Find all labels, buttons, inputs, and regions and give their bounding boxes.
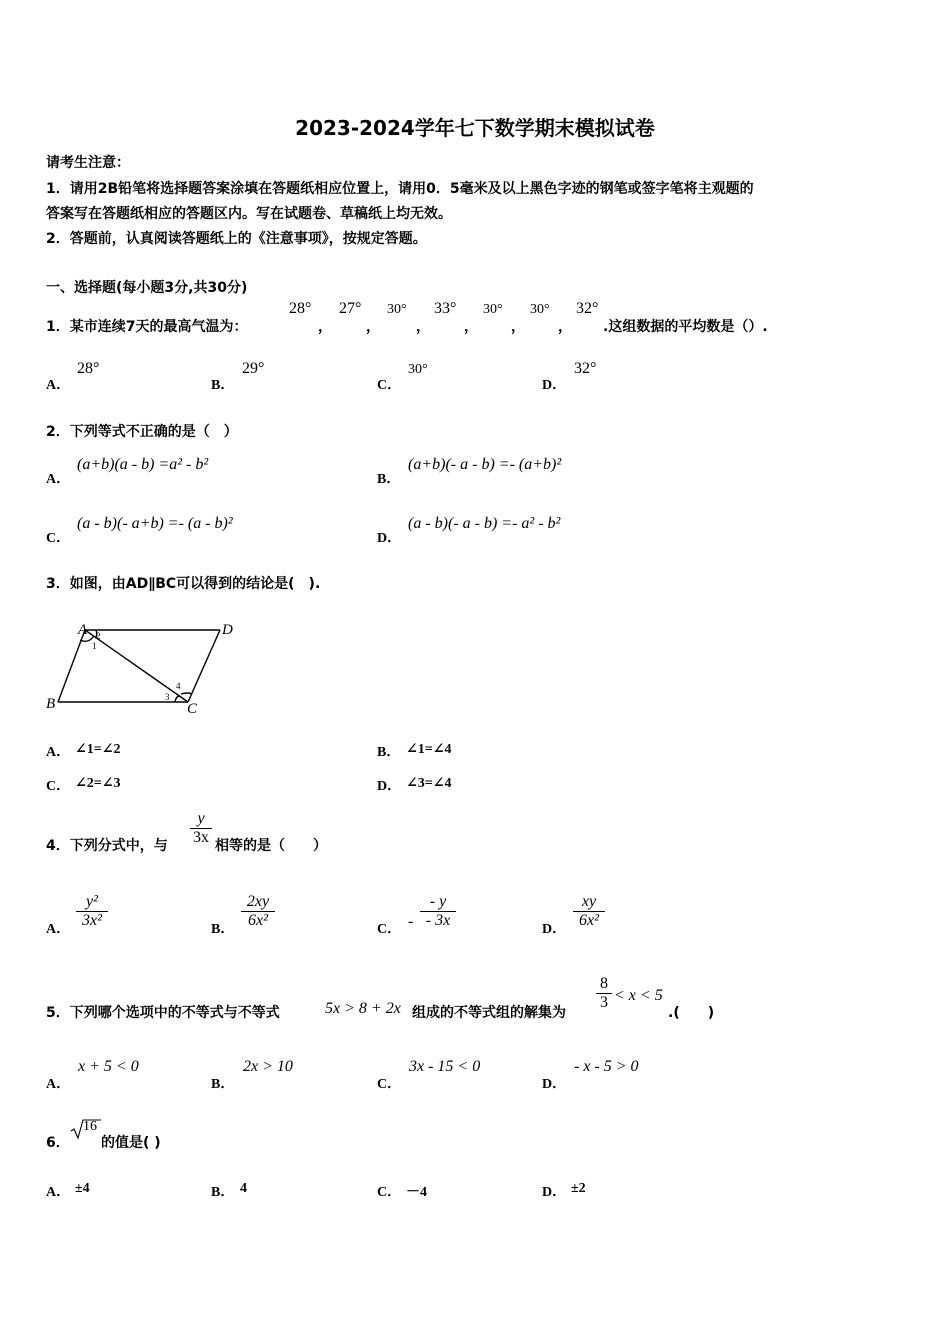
- angle-arc-4: [181, 693, 192, 694]
- figure-label-d: D: [222, 622, 233, 638]
- q5-opt-a-value: x + 5 < 0: [78, 1058, 139, 1075]
- q5-stem-mid: 组成的不等式组的解集为: [412, 1005, 566, 1021]
- q1-opt-c-value: 30°: [408, 362, 428, 377]
- q5-opt-d-value: - x - 5 > 0: [574, 1058, 639, 1075]
- q6-opt-c-label: C．: [377, 1185, 402, 1200]
- fraction-denominator: 3x: [193, 829, 209, 846]
- fraction-denominator: - 3x: [425, 912, 451, 929]
- section-heading: 一、选择题(每小题3分,共30分): [46, 280, 248, 296]
- q5-opt-b-label: B．: [211, 1077, 235, 1092]
- q1-opt-d-value: 32°: [574, 360, 597, 377]
- q2-opt-a-value: (a+b)(a - b) =a² - b²: [77, 456, 209, 473]
- q5-opt-b-value: 2x > 10: [243, 1058, 293, 1075]
- q4-stem-pre: 4．下列分式中，与: [46, 838, 168, 854]
- fraction-denominator: 3: [600, 994, 608, 1011]
- figure-label-c: C: [187, 701, 198, 717]
- q2-opt-b-value: (a+b)(- a - b) =- (a+b)²: [408, 456, 562, 473]
- q1-tail: .这组数据的平均数是（）.: [603, 319, 768, 335]
- q1-comma: ，: [416, 319, 430, 335]
- q2-opt-d-label: D．: [377, 531, 402, 546]
- q1-comma: ，: [366, 319, 380, 335]
- q5-stem-pre: 5．下列哪个选项中的不等式与不等式: [46, 1005, 280, 1021]
- fraction-denominator: 6x²: [248, 912, 268, 929]
- q2-opt-a-label: A．: [46, 472, 71, 487]
- q3-opt-a-value: ∠1=∠2: [75, 742, 121, 757]
- figure-label-b: B: [46, 696, 56, 712]
- q1-opt-b-label: B．: [211, 378, 235, 393]
- q1-opt-a-label: A．: [46, 378, 71, 393]
- figure-label-a: A: [78, 622, 88, 638]
- q1-comma: ，: [558, 319, 572, 335]
- q1-temp: 30°: [387, 302, 407, 317]
- q4-stem-post: 相等的是（ ）: [215, 838, 327, 854]
- q1-stem: 1．某市连续7天的最高气温为：: [46, 319, 248, 335]
- notice-heading: 请考生注意：: [46, 155, 130, 171]
- q3-opt-d-value: ∠3=∠4: [406, 776, 452, 791]
- q6-opt-b-value: 4: [240, 1181, 247, 1196]
- q4-opt-b-label: B．: [211, 922, 235, 937]
- angle-arc-3: [175, 696, 180, 702]
- q6-opt-a-value: ±4: [75, 1181, 90, 1196]
- q2-opt-d-value: (a - b)(- a - b) =- a² - b²: [408, 515, 561, 532]
- q5-stem-post: .( ): [668, 1005, 715, 1021]
- q5-opt-a-label: A．: [46, 1077, 71, 1092]
- q3-stem: 3．如图，由AD∥BC可以得到的结论是( ).: [46, 576, 321, 592]
- fraction-numerator: xy: [581, 893, 597, 910]
- q6-opt-d-value: ±2: [571, 1181, 586, 1196]
- notice-line-2: 答案写在答题纸相应的答题区内。写在试题卷、草稿纸上均无效。: [46, 206, 452, 222]
- figure-angle-4: 4: [176, 681, 181, 691]
- q2-opt-b-label: B．: [377, 472, 401, 487]
- q6-opt-c-value: －4: [406, 1185, 427, 1200]
- fraction-numerator: - y: [429, 893, 447, 910]
- q6-number: 6．: [46, 1135, 70, 1151]
- fraction-numerator: 2xy: [246, 893, 270, 910]
- fraction-numerator: 8: [600, 975, 608, 992]
- q4-opt-d-fraction: [573, 893, 605, 930]
- q1-opt-c-label: C．: [377, 378, 402, 393]
- q4-opt-c-label: C．: [377, 922, 402, 937]
- q2-stem: 2．下列等式不正确的是（ ）: [46, 424, 238, 440]
- q1-opt-a-value: 28°: [77, 360, 100, 377]
- q5-opt-c-label: C．: [377, 1077, 402, 1092]
- q4-opt-c-fraction: [420, 893, 456, 930]
- q5-inequality: 5x > 8 + 2x: [325, 1000, 401, 1017]
- q2-opt-c-value: (a - b)(- a+b) =- (a - b)²: [77, 515, 233, 532]
- q6-radicand: 16: [83, 1119, 97, 1134]
- q1-opt-b-value: 29°: [242, 360, 265, 377]
- q5-opt-c-value: 3x - 15 < 0: [409, 1058, 481, 1075]
- figure-angle-1: 1: [92, 641, 97, 651]
- q4-opt-c-sign: -: [408, 913, 414, 930]
- q3-opt-a-label: A．: [46, 745, 71, 760]
- q4-opt-b-fraction: [241, 893, 275, 930]
- q1-temp: 33°: [434, 300, 457, 317]
- figure-angle-2: 2: [96, 631, 101, 641]
- q1-temp: 30°: [530, 302, 550, 317]
- q5-solution-fraction: [596, 975, 612, 1012]
- q1-temp: 32°: [576, 300, 599, 317]
- q6-opt-a-label: A．: [46, 1185, 71, 1200]
- q5-opt-d-label: D．: [542, 1077, 567, 1092]
- q3-opt-c-value: ∠2=∠3: [75, 776, 121, 791]
- q5-solution-range: < x < 5: [614, 987, 663, 1004]
- q1-temp: 27°: [339, 300, 362, 317]
- page-title: 2023-2024学年七下数学期末模拟试卷: [295, 116, 655, 140]
- fraction-denominator: 6x²: [579, 912, 599, 929]
- q4-stem-fraction: [190, 810, 212, 847]
- q4-opt-d-label: D．: [542, 922, 567, 937]
- figure-angle-3: 3: [165, 692, 170, 702]
- fraction-denominator: 3x²: [82, 912, 102, 929]
- q1-temp: 28°: [289, 300, 312, 317]
- notice-line-1: 1．请用2B铅笔将选择题答案涂填在答题纸相应位置上，请用0．5毫米及以上黑色字迹的钢笔或签字笔将主观题的: [46, 181, 754, 197]
- q1-opt-d-label: D．: [542, 378, 567, 393]
- q4-opt-a-fraction: [76, 893, 108, 930]
- q1-temp: 30°: [483, 302, 503, 317]
- fraction-numerator: y: [197, 810, 205, 827]
- q4-opt-a-label: A．: [46, 922, 71, 937]
- q3-opt-b-label: B．: [377, 745, 401, 760]
- parallelogram-figure: [40, 612, 250, 722]
- q2-opt-c-label: C．: [46, 531, 71, 546]
- notice-line-3: 2．答题前，认真阅读答题纸上的《注意事项》，按规定答题。: [46, 231, 427, 247]
- q1-comma: ，: [464, 319, 478, 335]
- q3-opt-d-label: D．: [377, 779, 402, 794]
- q1-comma: ，: [318, 319, 332, 335]
- q3-opt-c-label: C．: [46, 779, 71, 794]
- q6-stem: 的值是( ): [101, 1135, 161, 1151]
- q6-opt-d-label: D．: [542, 1185, 567, 1200]
- fraction-numerator: y²: [86, 893, 98, 910]
- q3-opt-b-value: ∠1=∠4: [406, 742, 452, 757]
- q1-comma: ，: [511, 319, 525, 335]
- figure-line-dc: [188, 630, 220, 702]
- q6-opt-b-label: B．: [211, 1185, 235, 1200]
